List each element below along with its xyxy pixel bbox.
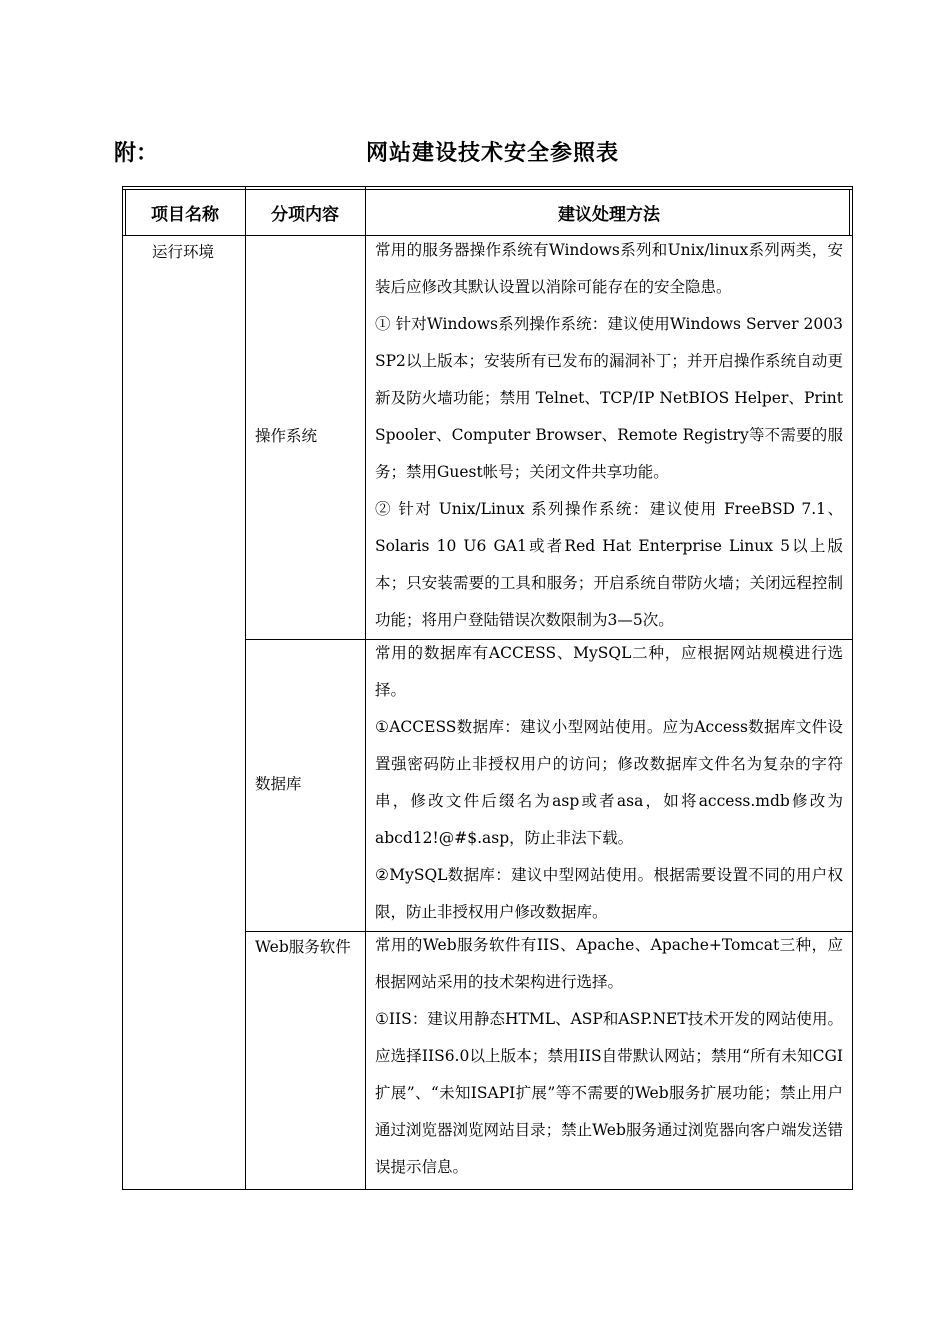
column-rule-1 <box>245 186 246 1190</box>
method-para: 常用的Web服务软件有IIS、Apache、Apache+Tomcat三种，应根据网站采用的技术架构进行选择。 <box>375 936 843 991</box>
sub-cell-os: 操作系统 <box>255 427 318 445</box>
method-para: 常用的数据库有ACCESS、MySQL二种，应根据网站规模进行选择。 <box>375 644 843 699</box>
method-cell-os <box>375 232 843 639</box>
page-title: 网站建设技术安全参照表 <box>366 140 620 166</box>
header-method: 建议处理方法 <box>558 205 660 225</box>
method-cell-web <box>375 927 843 1186</box>
method-para: 常用的服务器操作系统有Windows系列和Unix/linux系列两类，安装后应修改其默认设置以消除可能存在的安全隐患。 <box>375 241 843 296</box>
column-rule-2 <box>365 186 366 1190</box>
header-sub-content: 分项内容 <box>271 205 339 225</box>
method-cell-db <box>375 635 843 931</box>
category-cell: 运行环境 <box>152 243 215 261</box>
appendix-label: 附： <box>114 140 159 166</box>
method-para: ①IIS：建议用静态HTML、ASP和ASP.NET技术开发的网站使用。应选择IIS6.0以上版本；禁用IIS自带默认网站；禁用“所有未知CGI扩展”、“未知ISAPI扩展”等不需要的Web服务扩展功能；禁止用户通过浏览器浏览网站目录；禁止Web服务通过浏览器向客户端发送错误提示信息。 <box>375 1010 843 1176</box>
sub-cell-db: 数据库 <box>255 775 302 793</box>
method-para: ②MySQL数据库：建议中型网站使用。根据需要设置不同的用户权限，防止非授权用户修改数据库。 <box>375 866 843 921</box>
method-para: ② 针对 Unix/Linux 系列操作系统：建议使用 FreeBSD 7.1、Solaris 10 U6 GA1或者Red Hat Enterprise Linux 5以上版本；只安装需要的工具和服务；开启系统自带防火墙；关闭远程控制功能；将用户登陆错误次数限制为3—5次。 <box>375 500 843 629</box>
sub-cell-web: Web服务软件 <box>255 938 351 956</box>
header-top-rule <box>122 189 853 190</box>
header-item-name: 项目名称 <box>151 205 219 225</box>
method-para: ① 针对Windows系列操作系统：建议使用Windows Server 2003 SP2以上版本；安装所有已发布的漏洞补丁；并开启操作系统自动更新及防火墙功能；禁用 Telnet、TCP/IP NetBIOS Helper、Print Spooler、Computer Browser、Remote Registry等不需要的服务；禁用Guest帐号；关闭文件共享功能。 <box>375 315 843 481</box>
method-para: ①ACCESS数据库：建议小型网站使用。应为Access数据库文件设置强密码防止非授权用户的访问；修改数据库文件名为复杂的字符串，修改文件后缀名为asp或者asa，如将access.mdb修改为abcd12!@#$.asp，防止非法下载。 <box>375 718 843 847</box>
